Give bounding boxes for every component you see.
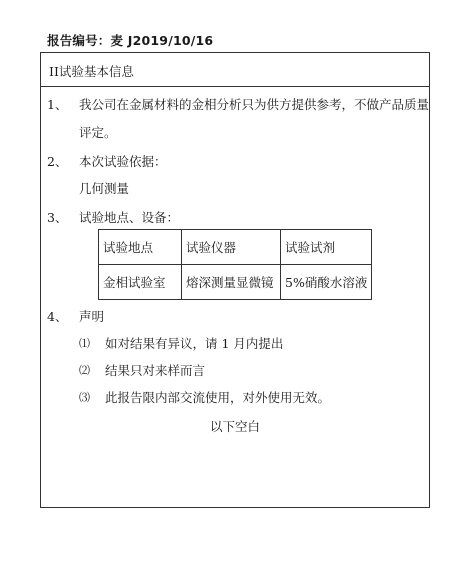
blank-below-note: 以下空白 xyxy=(209,419,260,434)
statement-1-text: 如对结果有异议，请 1 月内提出 xyxy=(105,336,284,351)
item-1-number: 1、 xyxy=(47,97,68,112)
table-header-cell: 试验地点 xyxy=(99,230,182,265)
item-4-number: 4、 xyxy=(47,309,68,324)
test-info-table xyxy=(98,229,372,300)
statement-2-mark: ⑵ xyxy=(79,364,90,377)
table-row xyxy=(99,265,372,300)
table-header-cell: 试验试剂 xyxy=(281,230,372,265)
report-number: 报告编号：麦 J2019/10/16 xyxy=(47,33,214,48)
statement-3-mark: ⑶ xyxy=(79,391,90,404)
item-2-number: 2、 xyxy=(47,154,68,169)
item-1-text-line1: 我公司在金属材料的金相分析只为供方提供参考，不做产品质量 xyxy=(79,97,430,112)
item-2-text-line2: 几何测量 xyxy=(79,181,130,196)
section-header xyxy=(41,53,429,87)
statement-1-mark: ⑴ xyxy=(79,337,90,350)
table-header-cell: 试验仪器 xyxy=(182,230,281,265)
item-4-text: 声明 xyxy=(79,309,105,324)
statement-3-text: 此报告限内部交流使用，对外使用无效。 xyxy=(105,390,331,405)
item-3-number: 3、 xyxy=(47,210,68,225)
item-1-text-line2: 评定。 xyxy=(79,125,117,140)
table-cell: 5%硝酸水溶液 xyxy=(281,265,372,300)
table-header-row xyxy=(99,230,372,265)
table-cell: 熔深测量显微镜 xyxy=(182,265,281,300)
section-title: II试验基本信息 xyxy=(49,64,134,79)
table-cell: 金相试验室 xyxy=(99,265,182,300)
test-info-box xyxy=(40,52,430,508)
item-3-text: 试验地点、设备： xyxy=(79,210,180,225)
statement-2-text: 结果只对来样而言 xyxy=(105,363,206,378)
item-2-text-line1: 本次试验依据： xyxy=(79,154,167,169)
